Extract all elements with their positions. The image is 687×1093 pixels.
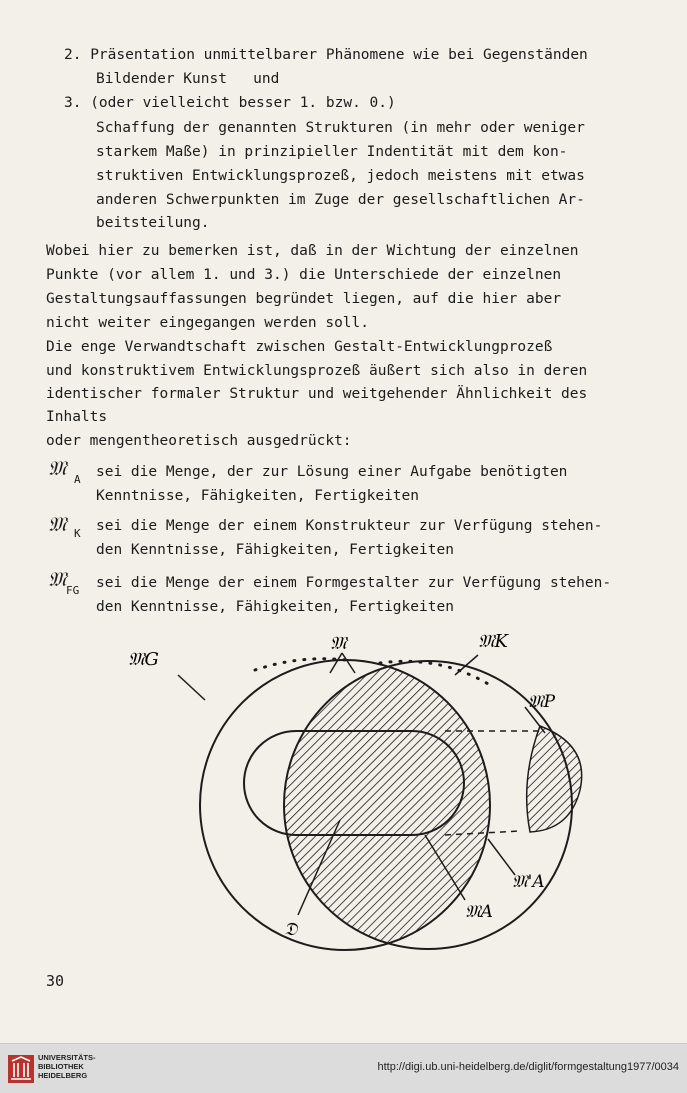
label-mp: 𝔐P [528, 692, 556, 712]
text-line: Inhalts [46, 409, 108, 425]
text-line: beitsteilung. [96, 215, 210, 231]
leader-line [330, 653, 342, 673]
set-symbol: 𝔐 [48, 456, 67, 480]
text-line: und konstruktivem Entwicklungsprozeß äußert sich also in deren [46, 363, 588, 379]
text-line: Die enge Verwandtschaft zwischen Gestalt-Entwicklungprozeß [46, 339, 553, 355]
label-m: 𝔐 [330, 633, 347, 654]
text-line: Gestaltungsauffassungen begründet liegen, auf die hier aber [46, 291, 562, 307]
label-d: 𝔇 [284, 919, 298, 940]
text-line: starkem Maße) in prinzipieller Indentität mit dem kon- [96, 144, 568, 160]
definition-line: Kenntnisse, Fähigkeiten, Fertigkeiten [96, 488, 420, 504]
definition-line: sei die Menge der einem Formgestalter zur Verfügung stehen- [96, 575, 612, 591]
leader-line [342, 653, 355, 673]
library-logo-icon [6, 1051, 36, 1085]
mp-region [527, 726, 582, 832]
set-subscript: K [74, 527, 81, 540]
library-name: UNIVERSITÄTS- BIBLIOTHEK HEIDELBERG [38, 1053, 96, 1080]
label-ma: 𝔐A [465, 902, 493, 922]
set-subscript: A [74, 473, 81, 486]
source-url[interactable]: http://digi.ub.uni-heidelberg.de/diglit/formgestaltung1977/0034 [377, 1061, 679, 1073]
text-line: Punkte (vor allem 1. und 3.) die Unterschiede der einzelnen [46, 267, 562, 283]
text-line: anderen Schwerpunkten im Zuge der gesellschaftlichen Ar- [96, 192, 585, 208]
text-line: nicht weiter eingegangen werden soll. [46, 315, 370, 331]
set-symbol: 𝔐 [48, 512, 67, 536]
text-line: 2. Präsentation unmittelbarer Phänomene wie bei Gegenständen [64, 47, 588, 63]
definition-line: sei die Menge der einem Konstrukteur zur Verfügung stehen- [96, 518, 603, 534]
set-diagram [0, 625, 687, 965]
label-mg: 𝔐G [128, 649, 159, 670]
label-mk: 𝔐K [478, 631, 509, 652]
text-line: Bildender Kunst und [96, 71, 280, 87]
definition-line: den Kenntnisse, Fähigkeiten, Fertigkeiten [96, 599, 454, 615]
footer-bar [0, 1043, 687, 1093]
label-ma-prime: 𝔐'A [512, 872, 545, 892]
text-line: Schaffung der genannten Strukturen (in mehr oder weniger [96, 120, 585, 136]
leader-line [488, 839, 515, 875]
text-line: oder mengentheoretisch ausgedrückt: [46, 433, 352, 449]
text-line: 3. (oder vielleicht besser 1. bzw. 0.) [64, 95, 396, 111]
definition-line: den Kenntnisse, Fähigkeiten, Fertigkeiten [96, 542, 454, 558]
leader-line [178, 675, 205, 700]
text-line: Wobei hier zu bemerken ist, daß in der Wichtung der einzelnen [46, 243, 579, 259]
page-number: 30 [46, 972, 65, 990]
set-symbol: 𝔐 [48, 567, 67, 591]
definition-line: sei die Menge, der zur Lösung einer Aufgabe benötigten [96, 464, 568, 480]
text-line: identischer formaler Struktur und weitgehender Ähnlichkeit des [46, 386, 588, 402]
set-subscript: FG [66, 584, 80, 597]
text-line: struktiven Entwicklungsprozeß, jedoch meistens mit etwas [96, 168, 585, 184]
